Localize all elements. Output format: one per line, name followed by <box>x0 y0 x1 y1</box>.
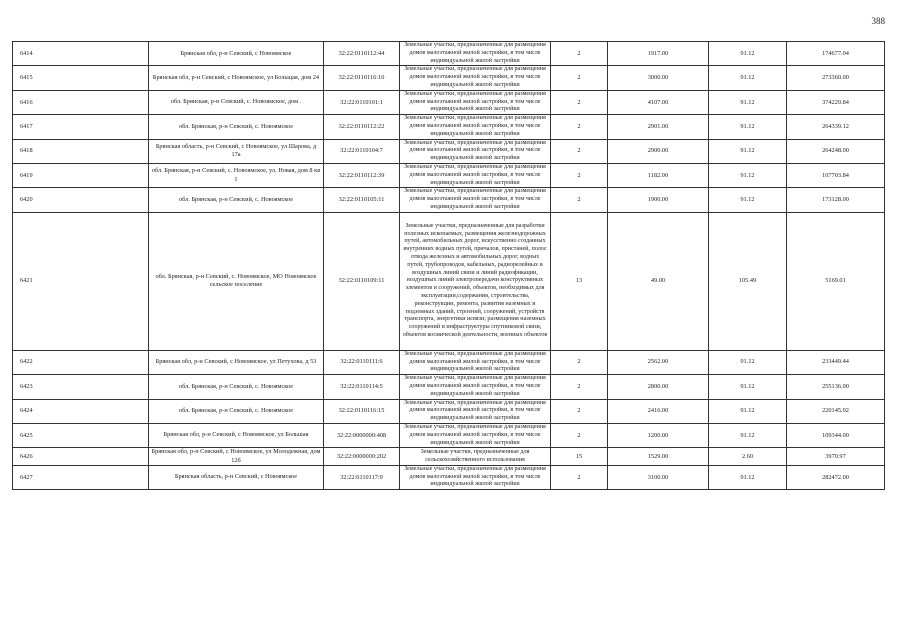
area-cell: 2900.00 <box>608 139 709 163</box>
row-number-cell: 6425 <box>13 423 149 447</box>
permitted-use-cell: Земельные участки, предназначенные для разработки полезных ископаемых, размещения железнодорожных путей, автомобильных дорог, искусственно созданных внутренних водных путей, причалов, пристаней, полос отвода железных и автомобильных дорог, водных путей, трубопроводов, кабельных, радиорелейных и воздушных линий связи и линий радиофикации, воздушных линий электропередачи конструктивных элементов и сооружений, объектов, необходимых для эксплуатации,содержания, строительства, реконструкции, ремонта, развития наземных и подземных зданий, строений, сооружений, устройств транспорта, энергетики исвязи; размещения наземных сооружений и инфраструктуры спутниковой связи, объектов космической деятельности, военных объектов <box>400 212 551 350</box>
row-number-cell: 6423 <box>13 375 149 399</box>
table-row <box>13 375 885 399</box>
specific-value-cell: 91.12 <box>709 188 787 212</box>
cadastral-number-cell: 32:22:0110112:22 <box>324 115 400 139</box>
permitted-use-cell: Земельные участки, предназначенные для размещения домов малоэтажной жилой застройки, в том числе индивидуальной жилой застройки <box>400 423 551 447</box>
category-code-cell: 2 <box>551 423 608 447</box>
cadastral-value-cell: 174677.04 <box>787 42 885 66</box>
area-cell: 1182.00 <box>608 163 709 187</box>
area-cell: 1917.00 <box>608 42 709 66</box>
address-cell: обл. Брянская, р-н Севский, с. Новоямское <box>149 188 324 212</box>
specific-value-cell: 91.12 <box>709 399 787 423</box>
area-cell: 1529.00 <box>608 448 709 466</box>
cadastral-number-cell: 32:22:0110101:1 <box>324 90 400 114</box>
address-cell: обл. Брянская, р-н Севский, с. Новоямское <box>149 375 324 399</box>
permitted-use-cell: Земельные участки, предназначенные для размещения домов малоэтажной жилой застройки, в том числе индивидуальной жилой застройки <box>400 188 551 212</box>
cadastral-number-cell: 32:22:0110109:11 <box>324 212 400 350</box>
specific-value-cell: 105.49 <box>709 212 787 350</box>
area-cell: 3100.00 <box>608 465 709 489</box>
permitted-use-cell: Земельные участки, предназначенные для размещения домов малоэтажной жилой застройки, в том числе индивидуальной жилой застройки <box>400 163 551 187</box>
cadastral-number-cell: 32:22:0110112:44 <box>324 42 400 66</box>
permitted-use-cell: Земельные участки, предназначенные для размещения домов малоэтажной жилой застройки, в том числе индивидуальной жилой застройки <box>400 115 551 139</box>
address-cell: Брянская обл, р-н Севский, с Новоямское, ул Больщая, дом 24 <box>149 66 324 90</box>
table-row <box>13 42 885 66</box>
table-row <box>13 212 885 350</box>
area-cell: 2800.00 <box>608 375 709 399</box>
table-row <box>13 350 885 374</box>
category-code-cell: 2 <box>551 350 608 374</box>
cadastral-number-cell: 32:22:0000000:408 <box>324 423 400 447</box>
cadastral-number-cell: 32:22:0110116:10 <box>324 66 400 90</box>
table-row <box>13 465 885 489</box>
table-row <box>13 66 885 90</box>
area-cell: 3000.00 <box>608 66 709 90</box>
category-code-cell: 2 <box>551 399 608 423</box>
category-code-cell: 13 <box>551 212 608 350</box>
category-code-cell: 2 <box>551 188 608 212</box>
address-cell: Брянская область, р-н Севский, с Новоямское <box>149 465 324 489</box>
cadastral-number-cell: 32:22:0110114:5 <box>324 375 400 399</box>
cadastral-value-cell: 109344.00 <box>787 423 885 447</box>
specific-value-cell: 91.12 <box>709 139 787 163</box>
specific-value-cell: 91.12 <box>709 163 787 187</box>
category-code-cell: 2 <box>551 139 608 163</box>
cadastral-number-cell: 32:22:0110105:11 <box>324 188 400 212</box>
address-cell: обл. Брянская, р-н Севский, с. Новоямское, дом . <box>149 90 324 114</box>
address-cell: Брянская область, р-н Севский, с Новоямское, ул Шарова, д 17а <box>149 139 324 163</box>
cadastral-value-cell: 282472.00 <box>787 465 885 489</box>
permitted-use-cell: Земельные участки, предназначенные для размещения домов малоэтажной жилой застройки, в том числе индивидуальной жилой застройки <box>400 90 551 114</box>
permitted-use-cell: Земельные участки, предназначенные для размещения домов малоэтажной жилой застройки, в том числе индивидуальной жилой застройки <box>400 350 551 374</box>
permitted-use-cell: Земельные участки, предназначенные для размещения домов малоэтажной жилой застройки, в том числе индивидуальной жилой застройки <box>400 399 551 423</box>
row-number-cell: 6427 <box>13 465 149 489</box>
cadastral-value-cell: 5169.01 <box>787 212 885 350</box>
category-code-cell: 2 <box>551 42 608 66</box>
permitted-use-cell: Земельные участки, предназначенные для размещения домов малоэтажной жилой застройки, в том числе индивидуальной жилой застройки <box>400 66 551 90</box>
cadastral-value-cell: 264248.00 <box>787 139 885 163</box>
category-code-cell: 2 <box>551 115 608 139</box>
area-cell: 4107.00 <box>608 90 709 114</box>
permitted-use-cell: Земельные участки, предназначенные для сельскохозяйственного использования <box>400 448 551 466</box>
address-cell: Брянская обл, р-н Севский, с Новоямское, ул Петухова, д 53 <box>149 350 324 374</box>
cadastral-value-cell: 255136.00 <box>787 375 885 399</box>
address-cell: обл. Брянская, р-н Севский, с. Новоямское <box>149 115 324 139</box>
specific-value-cell: 91.12 <box>709 423 787 447</box>
cadastral-value-table <box>12 41 885 490</box>
cadastral-value-cell: 220145.92 <box>787 399 885 423</box>
cadastral-value-cell: 173128.00 <box>787 188 885 212</box>
permitted-use-cell: Земельные участки, предназначенные для размещения домов малоэтажной жилой застройки, в том числе индивидуальной жилой застройки <box>400 375 551 399</box>
row-number-cell: 6420 <box>13 188 149 212</box>
cadastral-value-cell: 3970.97 <box>787 448 885 466</box>
cadastral-number-cell: 32:22:0110104:7 <box>324 139 400 163</box>
address-cell: обл. Брянская, р-н Севский, с. Новоямское, ул. Новая, дом 8 кв 1 <box>149 163 324 187</box>
row-number-cell: 6422 <box>13 350 149 374</box>
table-row <box>13 139 885 163</box>
category-code-cell: 15 <box>551 448 608 466</box>
specific-value-cell: 91.12 <box>709 66 787 90</box>
cadastral-number-cell: 32:22:0110111:6 <box>324 350 400 374</box>
row-number-cell: 6414 <box>13 42 149 66</box>
category-code-cell: 2 <box>551 163 608 187</box>
cadastral-number-cell: 32:22:0110112:39 <box>324 163 400 187</box>
specific-value-cell: 91.12 <box>709 42 787 66</box>
specific-value-cell: 91.12 <box>709 375 787 399</box>
specific-value-cell: 91.12 <box>709 465 787 489</box>
permitted-use-cell: Земельные участки, предназначенные для размещения домов малоэтажной жилой застройки, в том числе индивидуальной жилой застройки <box>400 42 551 66</box>
row-number-cell: 6424 <box>13 399 149 423</box>
page-number: 388 <box>871 16 885 26</box>
cadastral-value-cell: 233449.44 <box>787 350 885 374</box>
row-number-cell: 6417 <box>13 115 149 139</box>
row-number-cell: 6421 <box>13 212 149 350</box>
row-number-cell: 6426 <box>13 448 149 466</box>
address-cell: обл. Брянская, р-н Севский, с. Новоямское, МО Новоямское сельское поселение <box>149 212 324 350</box>
cadastral-number-cell: 32:22:0110117:9 <box>324 465 400 489</box>
table-row <box>13 423 885 447</box>
area-cell: 1900.00 <box>608 188 709 212</box>
specific-value-cell: 91.12 <box>709 115 787 139</box>
table-row <box>13 163 885 187</box>
row-number-cell: 6416 <box>13 90 149 114</box>
row-number-cell: 6419 <box>13 163 149 187</box>
table-row <box>13 448 885 466</box>
category-code-cell: 2 <box>551 90 608 114</box>
specific-value-cell: 91.12 <box>709 350 787 374</box>
area-cell: 1200.00 <box>608 423 709 447</box>
address-cell: Брянская обл, р-н Севский, с Новоямское, ул Большая <box>149 423 324 447</box>
permitted-use-cell: Земельные участки, предназначенные для размещения домов малоэтажной жилой застройки, в том числе индивидуальной жилой застройки <box>400 465 551 489</box>
category-code-cell: 2 <box>551 66 608 90</box>
area-cell: 49.00 <box>608 212 709 350</box>
row-number-cell: 6415 <box>13 66 149 90</box>
cadastral-value-cell: 374229.84 <box>787 90 885 114</box>
table-body <box>13 42 885 490</box>
specific-value-cell: 91.12 <box>709 90 787 114</box>
area-cell: 2901.00 <box>608 115 709 139</box>
row-number-cell: 6418 <box>13 139 149 163</box>
category-code-cell: 2 <box>551 375 608 399</box>
cadastral-value-cell: 107703.84 <box>787 163 885 187</box>
specific-value-cell: 2.60 <box>709 448 787 466</box>
table-row <box>13 115 885 139</box>
table-row <box>13 399 885 423</box>
category-code-cell: 2 <box>551 465 608 489</box>
cadastral-value-cell: 264339.12 <box>787 115 885 139</box>
table-row <box>13 90 885 114</box>
cadastral-value-cell: 273360.00 <box>787 66 885 90</box>
address-cell: Брянская обл, р-н Севский, с Новоямское <box>149 42 324 66</box>
cadastral-number-cell: 32:22:0000000:202 <box>324 448 400 466</box>
permitted-use-cell: Земельные участки, предназначенные для размещения домов малоэтажной жилой застройки, в том числе индивидуальной жилой застройки <box>400 139 551 163</box>
address-cell: Брянская обл, р-н Севский, с Новоямское, ул Молодежная, дом 12б <box>149 448 324 466</box>
cadastral-number-cell: 32:22:0110116:15 <box>324 399 400 423</box>
address-cell: обл. Брянская, р-н Севский, с. Новоямское <box>149 399 324 423</box>
area-cell: 2416.00 <box>608 399 709 423</box>
area-cell: 2562.00 <box>608 350 709 374</box>
table-row <box>13 188 885 212</box>
